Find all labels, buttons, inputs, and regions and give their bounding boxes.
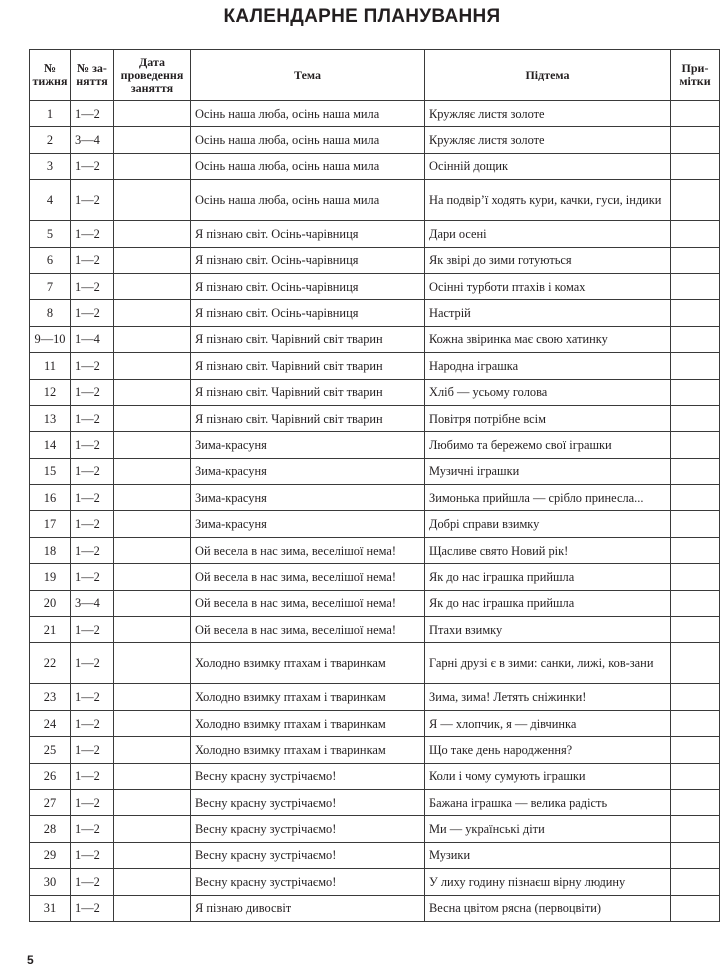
page-number: 5 (27, 953, 34, 967)
cell-lesson: 1—2 (71, 643, 114, 684)
cell-topic: Я пізнаю світ. Чарівний світ тварин (191, 326, 425, 352)
cell-date (114, 180, 191, 221)
table-row (30, 789, 720, 815)
cell-date (114, 432, 191, 458)
cell-lesson: 1—2 (71, 684, 114, 710)
cell-notes (671, 590, 720, 616)
cell-subtopic: Як до нас іграшка прийшла (425, 564, 671, 590)
cell-week: 11 (30, 353, 71, 379)
cell-date (114, 221, 191, 247)
cell-notes (671, 180, 720, 221)
cell-notes (671, 326, 720, 352)
cell-topic: Я пізнаю світ. Осінь-чарівниця (191, 221, 425, 247)
cell-lesson: 1—2 (71, 432, 114, 458)
cell-lesson: 1—2 (71, 405, 114, 431)
cell-notes (671, 816, 720, 842)
cell-topic: Весну красну зустрічаємо! (191, 789, 425, 815)
cell-topic: Ой весела в нас зима, веселішої нема! (191, 564, 425, 590)
cell-lesson: 1—2 (71, 353, 114, 379)
cell-subtopic: Що таке день народження? (425, 737, 671, 763)
cell-lesson: 1—2 (71, 789, 114, 815)
cell-date (114, 273, 191, 299)
cell-date (114, 564, 191, 590)
cell-date (114, 763, 191, 789)
cell-week: 18 (30, 537, 71, 563)
cell-lesson: 1—2 (71, 458, 114, 484)
cell-notes (671, 710, 720, 736)
cell-lesson: 1—2 (71, 895, 114, 921)
cell-week: 8 (30, 300, 71, 326)
table-body (30, 101, 720, 922)
cell-lesson: 1—2 (71, 842, 114, 868)
table-row (30, 326, 720, 352)
cell-notes (671, 643, 720, 684)
cell-week: 30 (30, 869, 71, 895)
table-row (30, 353, 720, 379)
cell-notes (671, 221, 720, 247)
cell-date (114, 684, 191, 710)
cell-week: 26 (30, 763, 71, 789)
cell-subtopic: Щасливе свято Новий рік! (425, 537, 671, 563)
cell-week: 2 (30, 127, 71, 153)
table-row (30, 643, 720, 684)
cell-subtopic: Як звірі до зими готуються (425, 247, 671, 273)
cell-week: 22 (30, 643, 71, 684)
cell-lesson: 1—4 (71, 326, 114, 352)
table-row (30, 590, 720, 616)
cell-subtopic: Музики (425, 842, 671, 868)
table-row (30, 101, 720, 127)
cell-week: 12 (30, 379, 71, 405)
cell-date (114, 537, 191, 563)
table-header-row (30, 50, 720, 101)
cell-notes (671, 511, 720, 537)
table-row (30, 379, 720, 405)
table-row (30, 564, 720, 590)
cell-date (114, 816, 191, 842)
cell-notes (671, 869, 720, 895)
cell-subtopic: Кожна звіринка має свою хатинку (425, 326, 671, 352)
cell-notes (671, 895, 720, 921)
cell-week: 5 (30, 221, 71, 247)
cell-lesson: 1—2 (71, 101, 114, 127)
cell-notes (671, 789, 720, 815)
cell-topic: Зима-красуня (191, 458, 425, 484)
table-row (30, 842, 720, 868)
cell-notes (671, 247, 720, 273)
header-topic: Тема (191, 50, 425, 101)
cell-topic: Весну красну зустрічаємо! (191, 842, 425, 868)
table-row (30, 405, 720, 431)
cell-notes (671, 432, 720, 458)
header-subtopic: Підтема (425, 50, 671, 101)
cell-lesson: 1—2 (71, 379, 114, 405)
cell-topic: Холодно взимку птахам і тваринкам (191, 643, 425, 684)
table-row (30, 684, 720, 710)
cell-subtopic: Повітря потрібне всім (425, 405, 671, 431)
table-row (30, 432, 720, 458)
cell-notes (671, 617, 720, 643)
cell-date (114, 842, 191, 868)
cell-date (114, 127, 191, 153)
cell-topic: Я пізнаю дивосвіт (191, 895, 425, 921)
cell-topic: Зима-красуня (191, 485, 425, 511)
cell-topic: Ой весела в нас зима, веселішої нема! (191, 617, 425, 643)
header-week: № тижня (30, 50, 71, 101)
cell-week: 24 (30, 710, 71, 736)
cell-notes (671, 379, 720, 405)
table-row (30, 537, 720, 563)
cell-topic: Ой весела в нас зима, веселішої нема! (191, 537, 425, 563)
cell-date (114, 895, 191, 921)
cell-topic: Весну красну зустрічаємо! (191, 869, 425, 895)
table-row (30, 763, 720, 789)
cell-lesson: 1—2 (71, 273, 114, 299)
cell-week: 3 (30, 153, 71, 179)
cell-lesson: 1—2 (71, 763, 114, 789)
table-row (30, 273, 720, 299)
cell-week: 1 (30, 101, 71, 127)
cell-subtopic: Осінні турботи птахів і комах (425, 273, 671, 299)
table-row (30, 737, 720, 763)
cell-topic: Осінь наша люба, осінь наша мила (191, 127, 425, 153)
cell-notes (671, 458, 720, 484)
cell-topic: Я пізнаю світ. Осінь-чарівниця (191, 247, 425, 273)
table-row (30, 300, 720, 326)
cell-date (114, 379, 191, 405)
cell-subtopic: Дари осені (425, 221, 671, 247)
cell-notes (671, 842, 720, 868)
cell-date (114, 101, 191, 127)
cell-date (114, 869, 191, 895)
cell-subtopic: На подвір’ї ходять кури, качки, гуси, індики (425, 180, 671, 221)
cell-notes (671, 485, 720, 511)
table-row (30, 816, 720, 842)
cell-date (114, 511, 191, 537)
cell-week: 31 (30, 895, 71, 921)
table-row (30, 511, 720, 537)
cell-week: 9—10 (30, 326, 71, 352)
cell-subtopic: Кружляє листя золоте (425, 127, 671, 153)
cell-subtopic: Настрій (425, 300, 671, 326)
cell-notes (671, 127, 720, 153)
cell-lesson: 1—2 (71, 485, 114, 511)
page-title: КАЛЕНДАРНЕ ПЛАНУВАННЯ (223, 6, 501, 27)
cell-date (114, 590, 191, 616)
cell-notes (671, 153, 720, 179)
table-row (30, 869, 720, 895)
cell-lesson: 1—2 (71, 564, 114, 590)
cell-topic: Холодно взимку птахам і тваринкам (191, 710, 425, 736)
cell-subtopic: У лиху годину пізнаєш вірну людину (425, 869, 671, 895)
cell-date (114, 247, 191, 273)
cell-lesson: 1—2 (71, 180, 114, 221)
cell-subtopic: Коли і чому сумують іграшки (425, 763, 671, 789)
cell-lesson: 1—2 (71, 221, 114, 247)
cell-week: 6 (30, 247, 71, 273)
cell-date (114, 737, 191, 763)
cell-notes (671, 537, 720, 563)
cell-topic: Холодно взимку птахам і тваринкам (191, 737, 425, 763)
cell-subtopic: Кружляє листя золоте (425, 101, 671, 127)
table-row (30, 153, 720, 179)
table-row (30, 127, 720, 153)
cell-date (114, 353, 191, 379)
header-notes: При-мітки (671, 50, 720, 101)
cell-notes (671, 101, 720, 127)
table-row (30, 710, 720, 736)
cell-topic: Осінь наша люба, осінь наша мила (191, 101, 425, 127)
cell-notes (671, 763, 720, 789)
cell-notes (671, 405, 720, 431)
cell-date (114, 643, 191, 684)
cell-lesson: 1—2 (71, 537, 114, 563)
cell-date (114, 710, 191, 736)
cell-lesson: 3—4 (71, 590, 114, 616)
cell-week: 23 (30, 684, 71, 710)
cell-subtopic: Зима, зима! Летять сніжинки! (425, 684, 671, 710)
cell-topic: Я пізнаю світ. Чарівний світ тварин (191, 379, 425, 405)
cell-date (114, 326, 191, 352)
cell-subtopic: Осінній дощик (425, 153, 671, 179)
cell-lesson: 1—2 (71, 153, 114, 179)
cell-notes (671, 300, 720, 326)
cell-subtopic: Зимонька прийшла — срібло принесла... (425, 485, 671, 511)
cell-week: 21 (30, 617, 71, 643)
cell-topic: Я пізнаю світ. Чарівний світ тварин (191, 353, 425, 379)
cell-week: 28 (30, 816, 71, 842)
cell-topic: Холодно взимку птахам і тваринкам (191, 684, 425, 710)
table-row (30, 458, 720, 484)
cell-lesson: 1—2 (71, 737, 114, 763)
cell-notes (671, 353, 720, 379)
cell-week: 4 (30, 180, 71, 221)
cell-week: 13 (30, 405, 71, 431)
cell-topic: Осінь наша люба, осінь наша мила (191, 153, 425, 179)
cell-date (114, 789, 191, 815)
cell-subtopic: Хліб — усьому голова (425, 379, 671, 405)
cell-lesson: 1—2 (71, 511, 114, 537)
cell-subtopic: Я — хлопчик, я — дівчинка (425, 710, 671, 736)
cell-topic: Я пізнаю світ. Осінь-чарівниця (191, 300, 425, 326)
cell-week: 25 (30, 737, 71, 763)
table-row (30, 247, 720, 273)
cell-subtopic: Птахи взимку (425, 617, 671, 643)
cell-subtopic: Весна цвітом рясна (первоцвіти) (425, 895, 671, 921)
cell-week: 7 (30, 273, 71, 299)
cell-subtopic: Як до нас іграшка прийшла (425, 590, 671, 616)
cell-subtopic: Бажана іграшка — велика радість (425, 789, 671, 815)
cell-week: 16 (30, 485, 71, 511)
table-row (30, 617, 720, 643)
cell-date (114, 300, 191, 326)
cell-topic: Зима-красуня (191, 432, 425, 458)
cell-subtopic: Гарні друзі є в зими: санки, лижі, ков-зани (425, 643, 671, 684)
table-row (30, 221, 720, 247)
cell-lesson: 1—2 (71, 869, 114, 895)
cell-week: 19 (30, 564, 71, 590)
cell-lesson: 1—2 (71, 816, 114, 842)
cell-week: 20 (30, 590, 71, 616)
cell-date (114, 458, 191, 484)
cell-week: 15 (30, 458, 71, 484)
cell-topic: Я пізнаю світ. Чарівний світ тварин (191, 405, 425, 431)
cell-notes (671, 684, 720, 710)
cell-week: 14 (30, 432, 71, 458)
cell-notes (671, 737, 720, 763)
cell-subtopic: Любимо та бережемо свої іграшки (425, 432, 671, 458)
cell-date (114, 153, 191, 179)
table-row (30, 485, 720, 511)
cell-topic: Зима-красуня (191, 511, 425, 537)
cell-lesson: 1—2 (71, 247, 114, 273)
cell-topic: Весну красну зустрічаємо! (191, 816, 425, 842)
cell-notes (671, 564, 720, 590)
cell-lesson: 1—2 (71, 300, 114, 326)
cell-date (114, 617, 191, 643)
cell-lesson: 1—2 (71, 710, 114, 736)
cell-week: 17 (30, 511, 71, 537)
cell-lesson: 1—2 (71, 617, 114, 643)
cell-subtopic: Музичні іграшки (425, 458, 671, 484)
cell-notes (671, 273, 720, 299)
cell-topic: Ой весела в нас зима, веселішої нема! (191, 590, 425, 616)
cell-topic: Весну красну зустрічаємо! (191, 763, 425, 789)
cell-subtopic: Ми — українські діти (425, 816, 671, 842)
cell-date (114, 485, 191, 511)
header-date: Дата проведення заняття (114, 50, 191, 101)
cell-topic: Я пізнаю світ. Осінь-чарівниця (191, 273, 425, 299)
cell-subtopic: Народна іграшка (425, 353, 671, 379)
cell-subtopic: Добрі справи взимку (425, 511, 671, 537)
table-row (30, 180, 720, 221)
cell-lesson: 3—4 (71, 127, 114, 153)
cell-week: 29 (30, 842, 71, 868)
header-lesson: № за-няття (71, 50, 114, 101)
calendar-table (29, 49, 720, 922)
cell-topic: Осінь наша люба, осінь наша мила (191, 180, 425, 221)
cell-week: 27 (30, 789, 71, 815)
table-row (30, 895, 720, 921)
cell-date (114, 405, 191, 431)
